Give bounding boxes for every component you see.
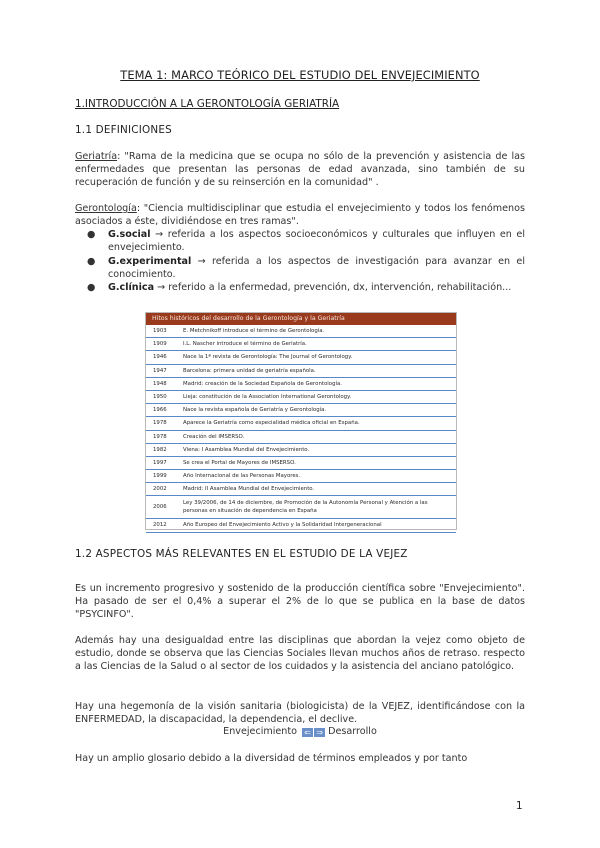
timeline-event: Creación del IMSERSO. <box>183 433 245 440</box>
timeline-event: Barcelona: primera unidad de geriatría española. <box>183 367 316 374</box>
timeline-event: Madrid: II Asamblea Mundial del Envejecimiento. <box>183 486 315 493</box>
page-number: 1 <box>516 800 523 812</box>
timeline-event: Aparece la Geriatría como especialidad médica oficial en España. <box>183 420 360 427</box>
timeline-row <box>146 496 456 519</box>
bullet-term: G.clínica <box>108 282 155 293</box>
timeline-event: Año Internacional de las Personas Mayores. <box>183 473 301 480</box>
timeline-event: Nace la 1ª revista de Gerontología: The Journal of Gerontology. <box>183 354 353 361</box>
timeline-year: 1946 <box>153 354 167 361</box>
geriatria-text: : "Rama de la medicina que se ocupa no sólo de la prevención y asistencia de las enfermedades que presentan las personas de edad avanzada, sino también de su recuperación de función y de su reinserción en la comunidad" . <box>75 151 525 188</box>
timeline-year: 1909 <box>153 341 167 348</box>
timeline-row <box>146 391 456 404</box>
section-heading-intro: 1.INTRODUCCIÓN A LA GERONTOLOGÍA GERIATRÍA <box>75 98 340 110</box>
bullet-icon: ● <box>87 256 96 267</box>
timeline-year: 1982 <box>153 446 167 453</box>
section-heading-definitions: 1.1 DEFINICIONES <box>75 124 172 136</box>
bullet-item <box>87 228 525 254</box>
relation-line <box>0 726 600 738</box>
paragraph-production: Es un incremento progresivo y sostenido de la producción científica sobre "Envejecimiento". Ha pasado de ser el 0,4% a superar el 2% de lo que se publica en la base de datos "PSYCINFO". <box>75 583 525 620</box>
gerontologia-definition <box>75 202 525 228</box>
bullet-term: G.experimental <box>108 256 192 267</box>
timeline-row <box>146 417 456 430</box>
relation-right: Desarrollo <box>328 726 377 737</box>
relation-left: Envejecimiento <box>223 726 298 737</box>
timeline-row <box>146 457 456 470</box>
timeline-row <box>146 470 456 483</box>
timeline-event: Madrid: creación de la Sociedad Española de Gerontología. <box>183 380 343 387</box>
paragraph-glossary: Hay un amplio glosario debido a la diversidad de términos empleados y por tanto <box>75 753 468 764</box>
double-arrow-icon: ⇐ ⇒ <box>302 727 326 738</box>
paragraph-inequality: Además hay una desigualdad entre las disciplinas que abordan la vejez como objeto de estudio, donde se observa que las Ciencias Sociales llevan muchos años de retraso. respecto a las Ciencias de la Salud o al sector de los cuidados y la asistencia del anciano patológico. <box>75 635 525 672</box>
timeline-row <box>146 483 456 496</box>
geriatria-term: Geriatría <box>75 151 118 162</box>
timeline-row <box>146 431 456 444</box>
bullet-text: → referido a la enfermedad, prevención, dx, intervención, rehabilitación... <box>154 282 512 293</box>
bullet-icon: ● <box>87 282 96 293</box>
timeline-row <box>146 338 456 351</box>
timeline-row <box>146 378 456 391</box>
timeline-row <box>146 444 456 457</box>
timeline-table <box>145 312 457 530</box>
paragraph-hegemony: Hay una hegemonía de la visión sanitaria (biologicista) de la VEJEZ, identificándose con la ENFERMEDAD, la discapacidad, la dependencia, el declive. <box>75 701 525 725</box>
timeline-event: I.L. Nascher introduce el término de Geriatría. <box>183 341 307 348</box>
bullet-item <box>87 281 525 294</box>
timeline-year: 1947 <box>153 367 167 374</box>
timeline-year: 1978 <box>153 433 167 440</box>
bullet-icon: ● <box>87 229 96 240</box>
timeline-year: 1966 <box>153 407 167 414</box>
timeline-year: 1903 <box>153 328 167 334</box>
section-heading-aspects: 1.2 ASPECTOS MÁS RELEVANTES EN EL ESTUDIO DE LA VEJEZ <box>75 548 408 560</box>
timeline-event: Viena: I Asamblea Mundial del Envejecimiento. <box>183 446 310 453</box>
timeline-year: 2002 <box>153 486 167 493</box>
timeline-event: E. Metchnikoff introduce el término de Gerontología. <box>183 328 325 334</box>
bullet-item <box>87 255 525 281</box>
bullet-text: → referida a los aspectos de investigación para avanzar en el conocimiento. <box>108 256 525 280</box>
timeline-year: 2012 <box>153 522 167 529</box>
bullet-text: → referida a los aspectos socioeconómicos y culturales que influyen en el envejecimiento. <box>108 229 525 253</box>
timeline-event: Año Europeo del Envejecimiento Activo y la Solidaridad Intergeneracional <box>183 522 382 529</box>
timeline-year: 1950 <box>153 393 167 400</box>
gerontologia-text: : "Ciencia multidisciplinar que estudia el envejecimiento y todos los fenómenos asociados a éste, dividiéndose en tres ramas". <box>75 203 525 227</box>
timeline-year: 1997 <box>153 459 167 466</box>
timeline-row <box>146 404 456 417</box>
timeline-year: 1999 <box>153 473 167 480</box>
timeline-row <box>146 325 456 338</box>
timeline-event: Se crea el Portal de Mayores de IMSERSO. <box>183 459 296 466</box>
timeline-row <box>146 365 456 378</box>
timeline-year: 1948 <box>153 380 167 387</box>
page-title: TEMA 1: MARCO TEÓRICO DEL ESTUDIO DEL ENVEJECIMIENTO <box>120 68 480 82</box>
geriatria-definition <box>75 150 525 189</box>
timeline-year: 1978 <box>153 420 167 427</box>
timeline-header: Hitos históricos del desarrollo de la Gerontología y la Geriatría <box>146 313 456 325</box>
timeline-event: Nace la revista española de Geriatría y Gerontología. <box>183 407 327 414</box>
timeline-row <box>146 351 456 364</box>
bullet-term: G.social <box>108 229 151 240</box>
timeline-event: Lieja: constitución de la Association International Gerontology. <box>183 393 352 400</box>
timeline-event: Ley 39/2006, de 14 de diciembre, de Promoción de la Autonomía Personal y Atención a las personas en situación de dependencia en España <box>183 500 428 515</box>
gerontologia-term: Gerontología <box>75 203 137 214</box>
timeline-year: 2006 <box>153 504 167 511</box>
timeline-row <box>146 519 456 532</box>
timeline-body <box>146 325 456 533</box>
